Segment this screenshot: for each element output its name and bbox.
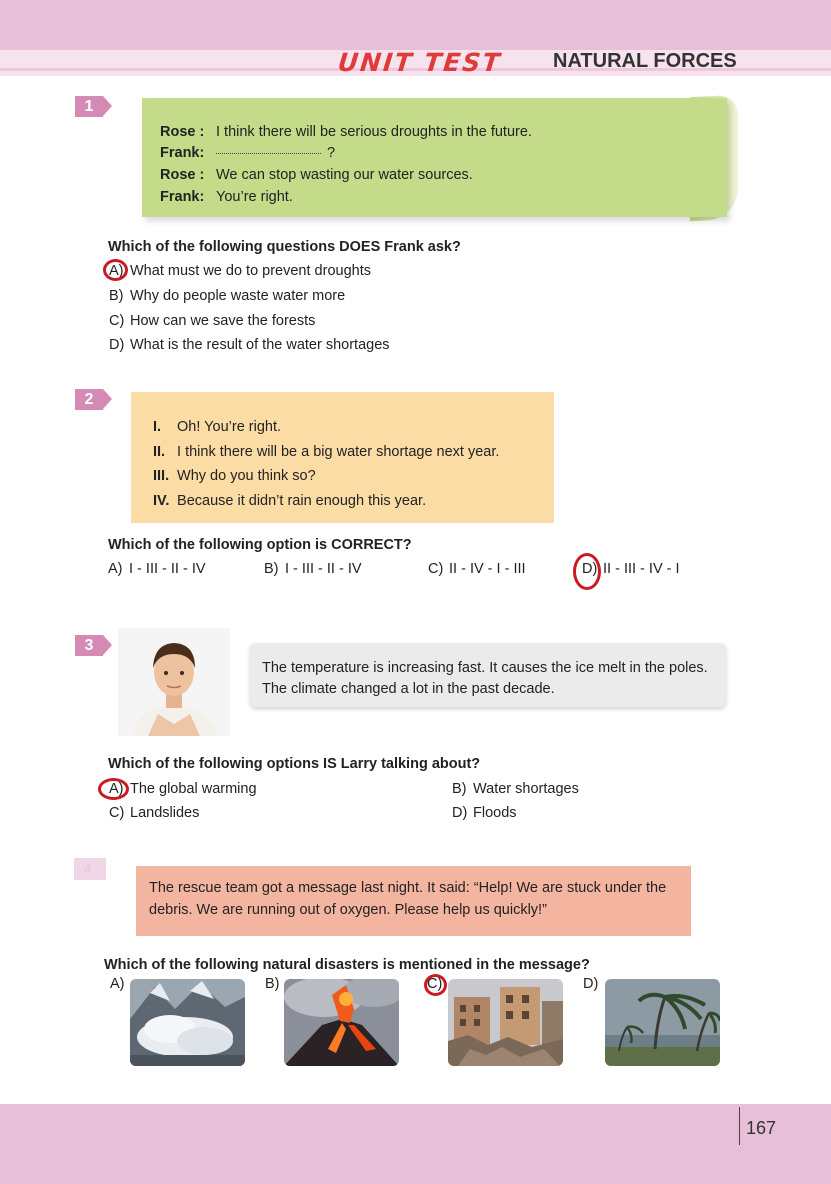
- earthquake-ruins-photo[interactable]: [448, 979, 563, 1066]
- footer-band: [0, 1104, 831, 1184]
- q1-option-c[interactable]: C) How can we save the forests: [109, 313, 316, 329]
- page-number: 167: [746, 1118, 777, 1138]
- dialogue-line: Frank: ?: [160, 145, 336, 161]
- boy-portrait-illustration: [118, 628, 230, 736]
- q4-option-a-letter: A): [110, 976, 125, 992]
- sentence-item: III. Why do you think so?: [153, 468, 316, 484]
- answer-mark-circle: [98, 778, 129, 800]
- question-2-number: 2: [75, 389, 103, 410]
- dialogue-line: Frank: You’re right.: [160, 189, 293, 205]
- unit-name: NATURAL FORCES: [553, 50, 737, 72]
- dialogue-line: Rose : We can stop wasting our water sources.: [160, 167, 473, 183]
- q4-option-d-letter: D): [583, 976, 599, 992]
- question-1-number: 1: [75, 96, 103, 117]
- message-line: debris. We are running out of oxygen. Please help us quickly!”: [149, 902, 547, 918]
- sentence-item: I. Oh! You’re right.: [153, 419, 282, 435]
- boy-portrait: [118, 628, 230, 736]
- answer-mark-circle: [103, 259, 128, 281]
- header-band: [0, 0, 831, 50]
- q4-message-box: [136, 866, 691, 936]
- question-4-tag: 4: [74, 858, 106, 880]
- q2-option-c[interactable]: C) II - IV - I - III: [428, 561, 526, 577]
- question-3-prompt: Which of the following options IS Larry talking about?: [108, 756, 481, 772]
- q3-option-c[interactable]: C) Landslides: [109, 805, 200, 821]
- speech-line: The temperature is increasing fast. It causes the ice melt in the poles.: [262, 660, 708, 676]
- q2-option-d[interactable]: D) II - III - IV - I: [582, 561, 680, 577]
- question-3-number: 3: [75, 635, 103, 656]
- blank-line: [216, 153, 321, 154]
- message-line: The rescue team got a message last night. It said: “Help! We are stuck under the: [149, 880, 667, 896]
- avalanche-photo[interactable]: [130, 979, 245, 1066]
- speech-line: The climate changed a lot in the past decade.: [262, 681, 555, 697]
- answer-mark-circle: [424, 974, 447, 996]
- q4-option-c-letter: C): [427, 976, 443, 992]
- q4-option-b-letter: B): [265, 976, 280, 992]
- q1-option-d[interactable]: D) What is the result of the water shortages: [109, 337, 390, 353]
- hurricane-palm-trees-photo[interactable]: [605, 979, 720, 1066]
- volcano-eruption-photo[interactable]: [284, 979, 399, 1066]
- question-4-prompt: Which of the following natural disasters is mentioned in the message?: [104, 957, 590, 973]
- q2-option-a[interactable]: A) I - III - II - IV: [108, 561, 206, 577]
- sentence-item: II. I think there will be a big water shortage next year.: [153, 444, 500, 460]
- q1-option-b[interactable]: B) Why do people waste water more: [109, 288, 346, 304]
- q3-option-b[interactable]: B) Water shortages: [452, 781, 579, 797]
- answer-mark-circle: [573, 553, 601, 590]
- q1-option-a[interactable]: A) What must we do to prevent droughts: [109, 263, 371, 279]
- page-number-divider: [739, 1107, 740, 1145]
- q2-option-b[interactable]: B) I - III - II - IV: [264, 561, 362, 577]
- q3-option-a[interactable]: A) The global warming: [109, 781, 257, 797]
- q3-option-d[interactable]: D) Floods: [452, 805, 517, 821]
- question-1-prompt: Which of the following questions DOES Frank ask?: [108, 239, 461, 255]
- sentence-item: IV. Because it didn’t rain enough this year.: [153, 493, 427, 509]
- question-2-prompt: Which of the following option is CORRECT?: [108, 537, 412, 553]
- unit-test-title: UNIT TEST: [336, 48, 504, 77]
- dialogue-line: Rose : I think there will be serious droughts in the future.: [160, 124, 532, 140]
